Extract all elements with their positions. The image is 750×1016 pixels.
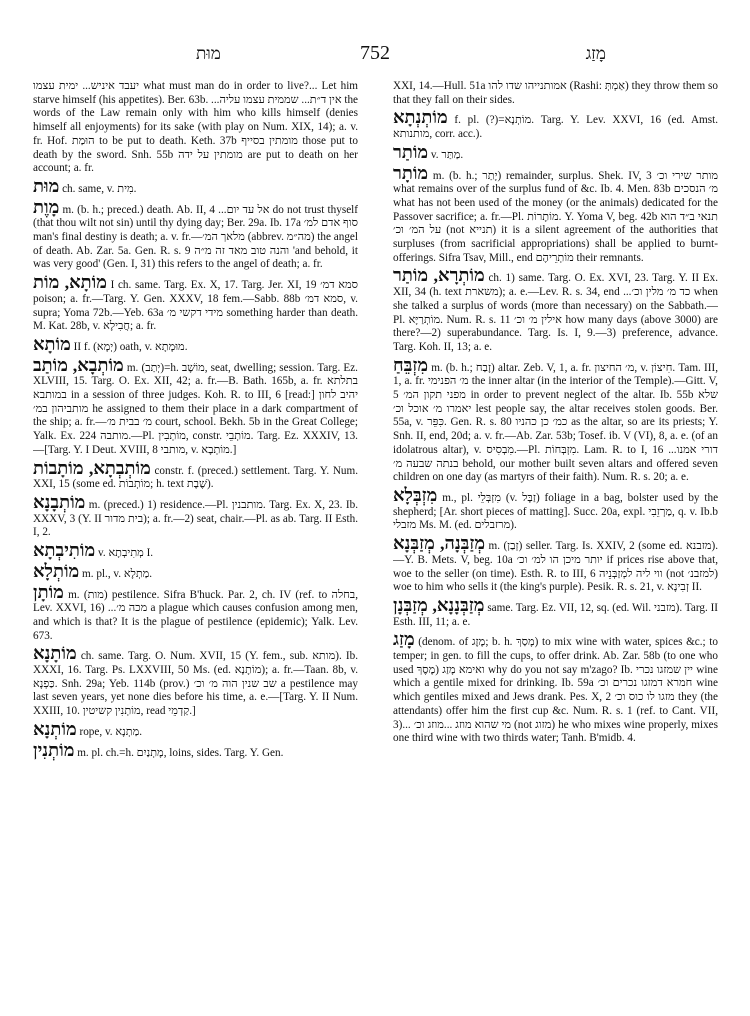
entry-text: m. (preced.) 1) residence.—Pl. מותבנין. Targ. Ex. X, 23. Ib. XXXV, 3 (Y. II בית מדור); a. fr.—2) seat, chair.—Pl. as ab. Targ. II Esth. I, 2. <box>33 498 358 539</box>
entry-headword: מִזְבֵּחַ <box>393 354 429 375</box>
entry-text: m. (יְתַב)=h. מוֹשָׁב, seat, dwelling; session. Targ. Ez. XLVIII, 15. Targ. O. Ex. XII, 42; a. fr.—B. Bath. 165b, a. fr. בתלתא במותבא in a session of three judges. Koh. R. to III, 6 [read:] יהיב לחון מותביהון במ׳ he assigned to them their place in a dark compartment of the ship; a. fr.—מ׳ בבית מ׳ court, school. Bekh. 5b in the Great College; Yalk. Ex. 224 מותבה.—Pl. מוֹתְבִין, constr. מוֹתְבֵי. Targ. Ez. XXXIV, 13.—[Targ. Y. I Deut. XVIII, 8 מותבי, v. מוֹתְבָא.] <box>33 361 358 456</box>
entry-headword: מוֹתַר <box>393 141 429 162</box>
entry-text: m. (מות) pestilence. Sifra B'huck. Par. 2, ch. IV (ref. to בחלה, Lev. XXVI, 16) ...מכה מ׳ a plague which causes confusion among men, and which is that? It is the plague of pestilence (epidemic); Yalk. Lev. 673. <box>33 588 358 642</box>
entry-headword: מוֹתְלָא <box>33 560 80 581</box>
dictionary-entry <box>393 630 718 746</box>
dictionary-entry <box>393 266 718 354</box>
entry-headword: מוֹתָר <box>393 162 429 183</box>
entry-text: m. (b. h.; זָבַח) altar. Zeb. V, 1, a. fr. מ׳ החיצון, v. חִיצוֹן. Tam. III, 1, a. fr. מ׳ הפנימי the inner altar (in the interior of the Temple).—Gitt. V, 5 מפני תקון המ׳ in order to prevent neglect of the altar. Ib. 55b שלא יאמרו מ׳ אוכל וכ׳ lest people say, the altar receives stolen goods. Ber. 55a, v. כִּפֵּר. Gen. R. s. 80 כמ׳ כן כהניו as the altar, so are its priests; Y. Snh. II, end, 20d; a. v. fr.—Ab. Zar. 53b; Tosef. ib. V (VI), 8, a. e. (of an idolatrous altar), v. מִבְסִיס.—Pl. מִזְבְּחוֹת. Lam. R. to I, 16 ...דורי אמנו בנתה שבעה מ׳ behold, our mother built seven altars and offered seven children on one day (as martyrs of their faith). Num. R. s. 20; a. e. <box>393 361 718 484</box>
entry-headword: מְזַבְּנָנָא, מְזַבְּנָן <box>393 594 485 615</box>
entry-text: I ch. same. Targ. Ex. X, 17. Targ. Jer. XI, 19 סמא דמ׳ poison; a. fr.—Targ. Y. Gen. XXXV, 18 fem.—Sabb. 88b סמא דמ׳, v. supra; Yoma 72b.—Yeb. 63a מידי דקשי מ׳ something harder than death. M. Kat. 28b, v. חֲבִילָא; a. fr. <box>33 279 358 333</box>
left-running-headword: מוּת <box>196 44 221 63</box>
entry-headword: מוֹתְנִין <box>33 739 75 760</box>
entry-text: v. מְתִיבְתָא I. <box>97 547 154 560</box>
dictionary-entry <box>393 80 718 107</box>
entry-text: m. pl., v. מַתְלָא. <box>82 567 153 580</box>
dictionary-entry <box>33 741 358 761</box>
entry-headword: מוֹתָא <box>33 333 71 354</box>
dictionary-entry <box>33 493 358 540</box>
right-running-headword: מָזַג <box>585 44 606 63</box>
dictionary-entry <box>33 562 358 582</box>
entry-headword: מוֹתָנָא <box>33 643 77 664</box>
dictionary-entry <box>393 143 718 163</box>
dictionary-entry <box>33 356 358 458</box>
entry-text: ch. 1) same. Targ. O. Ex. XVI, 23. Targ. Y. II Ex. XII, 34 (h. text משארת); a. e.—Lev. R. s. 34, end ...כד מ׳ מלין וכ׳ when she talked a surplus of words (more than necessary) on the Sabbath.—Pl. מוֹתְרַיָּא. Num. R. s. 11 אילין מ׳ וכ׳ how many days (above 3000) are there?—2) superabundance. Targ. Is. I, 9.—3) preference, advance. Targ. Koh. II, 13; a. e. <box>393 272 718 353</box>
dictionary-entry <box>393 534 718 595</box>
entry-text: II f. (יְמָא) oath, v. מוּמָתָא. <box>73 340 188 353</box>
right-column <box>393 80 718 1010</box>
entry-text: ch. same, v. מִית. <box>62 182 137 195</box>
entry-headword: מָזַג <box>393 629 415 650</box>
page-header <box>30 44 720 74</box>
dictionary-entry <box>393 164 718 266</box>
entry-headword: מָוֶת <box>33 196 60 217</box>
entry-headword: מוּת <box>33 175 60 196</box>
entry-headword: מוֹתָן <box>33 581 64 602</box>
entry-text: m. (b. h.; יָתַר) remainder, surplus. Shek. IV, 3 מותר שירי וכ׳ what remains over of the surplus fund of &c. Ib. 4. Men. 83b מ׳ הנסכים what has not been used of the money (or the animals) dedicated for the Passover sacrifice; a. fr.—Pl. מוֹתָרוֹת. Y. Yoma V, beg. 42b תנאי ב״ד הוא על המ׳ וכ׳ (not תנייא) it is a silent agreement of the authorities that surpluses (from sacrificial appropriations) shall be applied to burnt-offerings. Sifra Tsav, Mill., end מוֹתְרֵיהֶם their remnants. <box>393 169 718 264</box>
dictionary-entry <box>33 80 358 176</box>
entry-text: יעבד איניש... ימית עצמו what must man do in order to live?... Let him starve himself (his appetites). Ber. 63b. ...אין ד״ת... שממית עצמו עליה the words of the Law remain only with him who kills himself (denies himself all enjoyments) for its sake (with play on Num. XIX, 14); a. v. fr. Hof. הוּמַת to be put to death. Keth. 37b מומתין בסייף those put to death by the sword. Snh. 55b מומתין על ידה are put to death on her account; a. fr. <box>33 80 358 175</box>
dictionary-entry <box>33 459 358 492</box>
entry-text: same. Targ. Ez. VII, 12, sq. (ed. Wil. מזבני). Targ. II Esth. III, 11; a. e. <box>393 601 718 628</box>
entry-headword: מוֹתִיבְתָא <box>33 540 96 561</box>
page-number: 752 <box>360 42 390 64</box>
entry-headword: מִזְבְּלָא <box>393 484 438 505</box>
dictionary-entry <box>33 583 358 644</box>
dictionary-entry <box>393 356 718 485</box>
entry-text: ch. same. Targ. O. Num. XVII, 15 (Y. fem., sub. מותא). Ib. XXXI, 16. Targ. Ps. LXXVIII, 50 Ms. (ed. מוֹתָנָא); a. fr.—Taan. 8b, v. כַּפְנָא. Snh. 29a; Yeb. 114b (prov.) שב שנין הוה מ׳ וכ׳ a pestilence may last seven years, yet none dies before his time, a. e.—[Targ. Y. II Num. XXIII, 10. מוֹתְנִין קשיטין, read קַדְמֵי.] <box>33 650 358 718</box>
entry-headword: מוֹתְרָא, מוֹתַר <box>393 265 485 286</box>
dictionary-entry <box>33 541 358 561</box>
entry-headword: מוֹתְבָא, מוֹתַב <box>33 354 124 375</box>
dictionary-entry <box>33 198 358 273</box>
entry-headword: מוֹתָא, מוֹת <box>33 272 107 293</box>
entry-headword: מוֹתְנְתָא <box>393 107 448 128</box>
entry-headword: מְזַבְּנָה, מְזַבְּנָא <box>393 533 486 554</box>
entry-text: XXI, 14.—Hull. 51a אמותנייהו שדו להו (Rashi: אַמְתְּ) they throw them so that they fall on their sides. <box>393 80 718 106</box>
dictionary-entry <box>33 273 358 334</box>
dictionary-entry <box>33 644 358 719</box>
dictionary-entry <box>393 108 718 141</box>
dictionary-entry <box>393 596 718 629</box>
entry-text: rope, v. מַתְנָא. <box>79 725 143 738</box>
entry-headword: מוֹתְבָנָא <box>33 491 86 512</box>
entry-text: m. (b. h.; preced.) death. Ab. II, 4 ...אל עד יום do not trust thyself (that thou wilt not sin) until thy dying day; Ber. 29a. Ib. 17a סוף אדם למ׳ man's final destiny is death; a. v. fr.—מלאך המ׳ (abbrev. מה״מ) the angel of death. Ab. Zar. 5a. Gen. R. s. 9 והנה טוב מאד זה מ״ה 'and behold, it was very good' (Gen. I, 31) this refers to the angel of death; a. fr. <box>33 203 358 271</box>
entry-text: m. pl. ch.=h. מָתְנַיִם, loins, sides. Targ. Y. Gen. <box>77 746 284 759</box>
entry-headword: מוֹתְבְתָא, מוֹתָבוֹת <box>33 457 151 478</box>
dictionary-entry <box>33 335 358 355</box>
dictionary-entry <box>33 720 358 740</box>
entry-text: m., pl. מִזְבְּלֵי (v. זַבָּל) foliage in a bag, bolster used by the shepherd; [Ar. short pieces of matting]. Succ. 20a, expl. מַרְזֵבִי, q. v. Ib.b מזבלי Ms. M. (ed. מרזבלים). <box>393 491 718 532</box>
entry-headword: מוֹתְנָא <box>33 718 77 739</box>
entry-text: m. (זְבַן) seller. Targ. Is. XXIV, 2 (some ed. מזבנא).—Y. B. Mets. V, beg. 10a יותר מיכן הו למ׳ וכ׳ if prices rise above that, woe to the seller (on time). Esth. R. to III, 6 ווי ליה למְזַבְּנֵיה (not למזבנ׳) woe to him who sells it (the king's purple). Pesik. R. s. 21, v. זְבִינָא II. <box>393 540 718 594</box>
entry-text: f. pl. (?)=מוֹתְנָא. Targ. Y. Lev. XXVI, 16 (ed. Amst. מותנותא, corr. acc.). <box>393 114 718 141</box>
dictionary-entry <box>33 177 358 197</box>
entry-text: v. מַתַּר. <box>430 148 464 161</box>
entry-text: (denom. of מֶזֶג; b. h. מָסַךְ) to mix wine with water, spices &c.; to temper; in gen. to fill the cups, to offer drink. Ab. Zar. 58b (to one who used מֶסֶךְ) ואימא מָזַג why do you not say m'zago? Ib. יין שמזגו נכרי wine which a gentile mixed for drinking. Ib. 59a חמרא דמזגו נכרים וכ׳ wine which gentiles mixed and Jews drank. Pes. X, 2 מזגו לו כוס וכ׳ they (the attendants) offer him the first cup &c. Num. R. s. 1 (ref. to Cant. VII, 3)... מי שהוא מוזג ...מוזג וכ׳ (not מזוג) he who mixes wine properly, mixes one third wine with two thirds water; Tanh. B'midb. 4. <box>393 636 718 745</box>
left-column <box>33 80 358 1010</box>
entry-text: constr. f. (preced.) settlement. Targ. Y. Num. XXI, 15 (some ed. מוֹתְבוֹת; h. text שֶׁבֶת). <box>33 464 358 491</box>
dictionary-entry <box>393 486 718 533</box>
